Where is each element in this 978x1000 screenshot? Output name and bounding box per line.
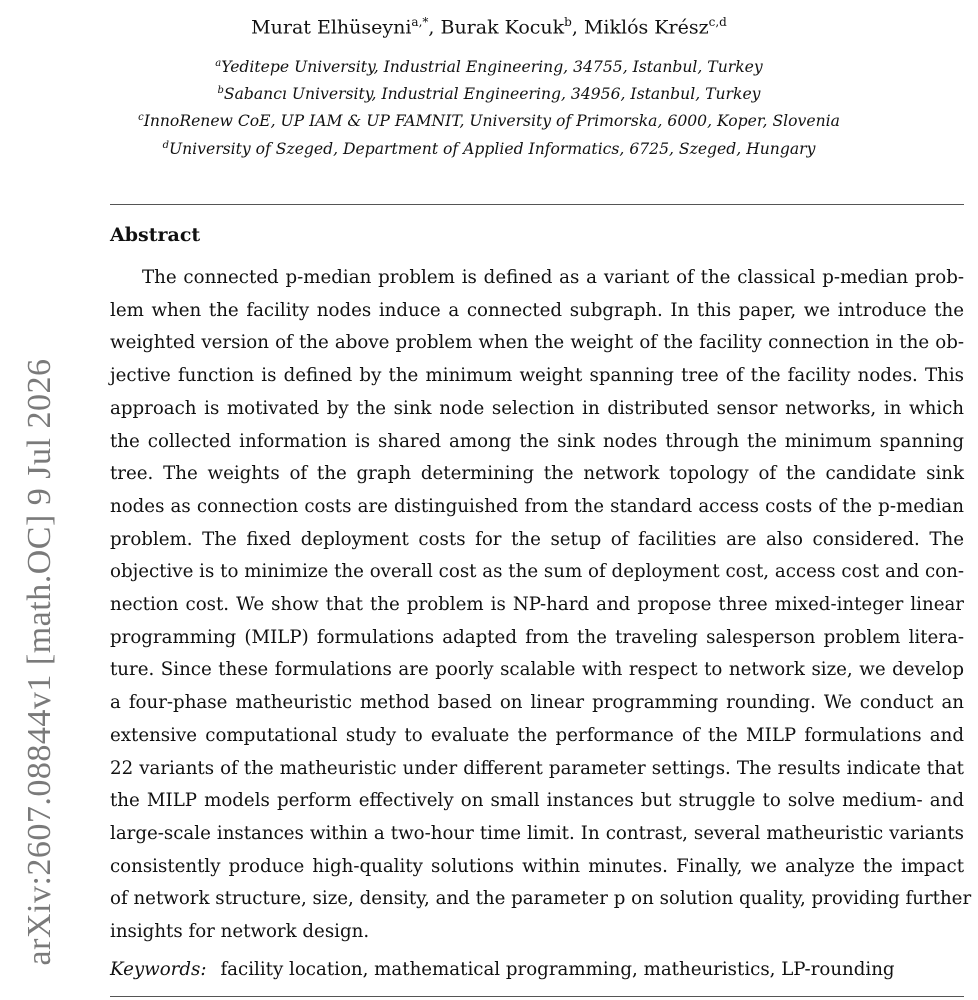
author-marks: b [564, 15, 572, 29]
abstract-line: nodes as connection costs are distinguished from the standard access costs of the p-median [110, 495, 964, 517]
top-divider [110, 204, 964, 205]
affiliation-text: Yeditepe University, Industrial Engineering, 34755, Istanbul, Turkey [221, 58, 763, 77]
affiliation-mark: a [215, 58, 222, 69]
abstract-line: jective function is defined by the minimum weight spanning tree of the facility nodes. This [110, 365, 964, 387]
affiliation-mark: c [138, 112, 144, 124]
author-marks: a,* [411, 15, 429, 29]
abstract-line: a four-phase matheuristic method based on linear programming rounding. We conduct an [110, 692, 964, 714]
affiliation [0, 106, 978, 133]
affiliation [0, 52, 978, 79]
affiliation-text: University of Szeged, Department of Applied Informatics, 6725, Szeged, Hungary [169, 139, 816, 158]
abstract-line: the MILP models perform effectively on small instances but struggle to solve medium- and [110, 790, 964, 812]
abstract-line: 22 variants of the matheuristic under different parameter settings. The results indicate that [110, 757, 964, 779]
affiliation-list [0, 52, 978, 161]
abstract-line: problem. The fixed deployment costs for the setup of facilities are also considered. The [110, 528, 964, 550]
affiliation [0, 79, 978, 106]
keywords [110, 956, 895, 984]
abstract-line: The connected p-median problem is defined as a variant of the classical p-median prob- [142, 267, 964, 288]
abstract-line: objective is to minimize the overall cost as the sum of deployment cost, access cost and con- [110, 561, 964, 583]
abstract-line: tree. The weights of the graph determining the network topology of the candidate sink [110, 463, 964, 485]
abstract-line: of network structure, size, density, and the parameter p on solution quality, providing further [110, 888, 972, 910]
author-name: Burak Kocuk [440, 16, 565, 39]
abstract-line: programming (MILP) formulations adapted from the traveling salesperson problem litera- [110, 626, 964, 648]
abstract-line: nection cost. We show that the problem is NP-hard and propose three mixed-integer linear [110, 594, 964, 616]
author-name: Miklós Krész [583, 16, 709, 39]
abstract-line: extensive computational study to evaluate the performance of the MILP formulations and [110, 724, 964, 746]
arxiv-stamp: arXiv:2607.08844v1 [math.OC] 9 Jul 2026 [21, 358, 58, 966]
author-marks: c,d [708, 15, 727, 29]
bottom-divider [110, 996, 964, 997]
keywords-label: Keywords: [110, 959, 207, 980]
abstract-line: approach is motivated by the sink node selection in distributed sensor networks, in which [110, 397, 964, 419]
affiliation [0, 134, 978, 161]
abstract-line: ture. Since these formulations are poorly scalable with respect to network size, we develop [110, 659, 964, 681]
author-list: Murat Elhüseyni$^{a,*}$, Burak Kocuk$^b$, Miklós Krész$^{c,d}$ [251, 15, 727, 39]
abstract-line: lem when the facility nodes induce a connected subgraph. In this paper, we introduce the [110, 299, 964, 321]
abstract-line: consistently produce high-quality solutions within minutes. Finally, we analyze the impact [110, 855, 964, 877]
abstract-body [110, 262, 972, 949]
abstract-line: large-scale instances within a two-hour time limit. In contrast, several matheuristic variants [110, 822, 964, 844]
affiliation-mark: d [162, 139, 169, 151]
affiliation-text: InnoRenew CoE, UP IAM & UP FAMNIT, University of Primorska, 6000, Koper, Slovenia [143, 112, 840, 131]
abstract-heading: Abstract [110, 224, 201, 246]
abstract-line: weighted version of the above problem when the weight of the facility connection in the ob- [110, 332, 964, 354]
affiliation-mark: b [217, 85, 224, 97]
abstract-line: the collected information is shared among the sink nodes through the minimum spanning [110, 430, 964, 452]
affiliation-text: Sabancı University, Industrial Engineering, 34956, Istanbul, Turkey [223, 85, 761, 104]
abstract-line: insights for network design. [110, 921, 370, 943]
author-name: Murat Elhüseyni [251, 16, 412, 39]
keywords-text: facility location, mathematical programming, matheuristics, LP-rounding [220, 959, 895, 980]
